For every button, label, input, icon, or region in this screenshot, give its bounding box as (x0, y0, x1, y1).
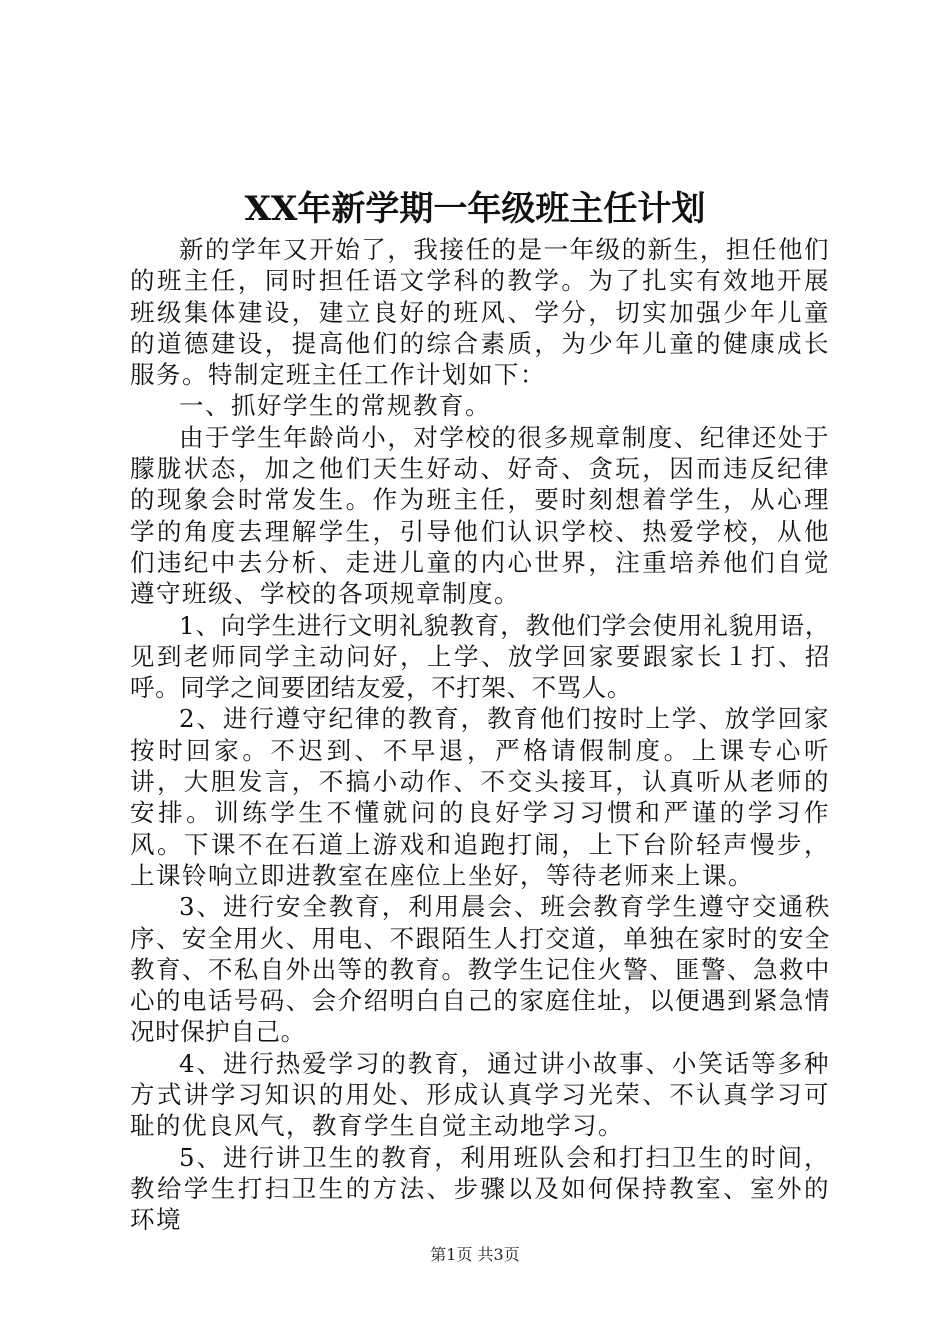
paragraph-item-3: 3、进行安全教育，利用晨会、班会教育学生遵守交通秩序、安全用火、用电、不跟陌生人打交道，单独在家时的安全教育、不私自外出等的教育。教学生记住火警、匪警、急救中心的电话号码、会介绍明白自己的家庭住址，以便遇到紧急情况时保护自己。 (130, 892, 830, 1047)
paragraph-intro: 新的学年又开始了，我接任的是一年级的新生，担任他们的班主任，同时担任语文学科的教学。为了扎实有效地开展班级集体建设，建立良好的班风、学分，切实加强少年儿童的道德建设，提高他们的综合素质，为少年儿童的健康成长服务。特制定班主任工作计划如下： (130, 235, 830, 390)
paragraph-item-2: 2、进行遵守纪律的教育，教育他们按时上学、放学回家按时回家。不迟到、不早退，严格请假制度。上课专心听讲，大胆发言，不搞小动作、不交头接耳，认真听从老师的安排。训练学生不懂就问的良好学习习惯和严谨的学习作风。下课不在石道上游戏和追跑打闹，上下台阶轻声慢步，上课铃响立即进教室在座位上坐好，等待老师来上课。 (130, 704, 830, 890)
paragraph-item-5: 5、进行讲卫生的教育，利用班队会和打扫卫生的时间，教给学生打扫卫生的方法、步骤以及如何保持教室、室外的环境 (130, 1142, 830, 1235)
paragraph-item-4: 4、进行热爱学习的教育，通过讲小故事、小笑话等多种方式讲学习知识的用处、形成认真学习光荣、不认真学习可耻的优良风气，教育学生自觉主动地学习。 (130, 1048, 830, 1141)
page-footer: 第1页 共3页 (430, 1245, 520, 1264)
document-body (130, 234, 830, 1236)
section-heading-1: 一、抓好学生的常规教育。 (179, 391, 491, 421)
paragraph-section-1: 由于学生年龄尚小，对学校的很多规章制度、纪律还处于朦胧状态，加之他们天生好动、好奇、贪玩，因而违反纪律的现象会时常发生。作为班主任，要时刻想着学生，从心理学的角度去理解学生，引导他们认识学校、热爱学校，从他们违纪中去分析、走进儿童的内心世界，注重培养他们自觉遵守班级、学校的各项规章制度。 (130, 422, 830, 609)
paragraph-item-1: 1、向学生进行文明礼貌教育，教他们学会使用礼貌用语，见到老师同学主动问好，上学、放学回家要跟家长１打、招呼。同学之间要团结友爱，不打架、不骂人。 (130, 610, 830, 703)
document-title: XX年新学期一年级班主任计划 (244, 189, 706, 229)
